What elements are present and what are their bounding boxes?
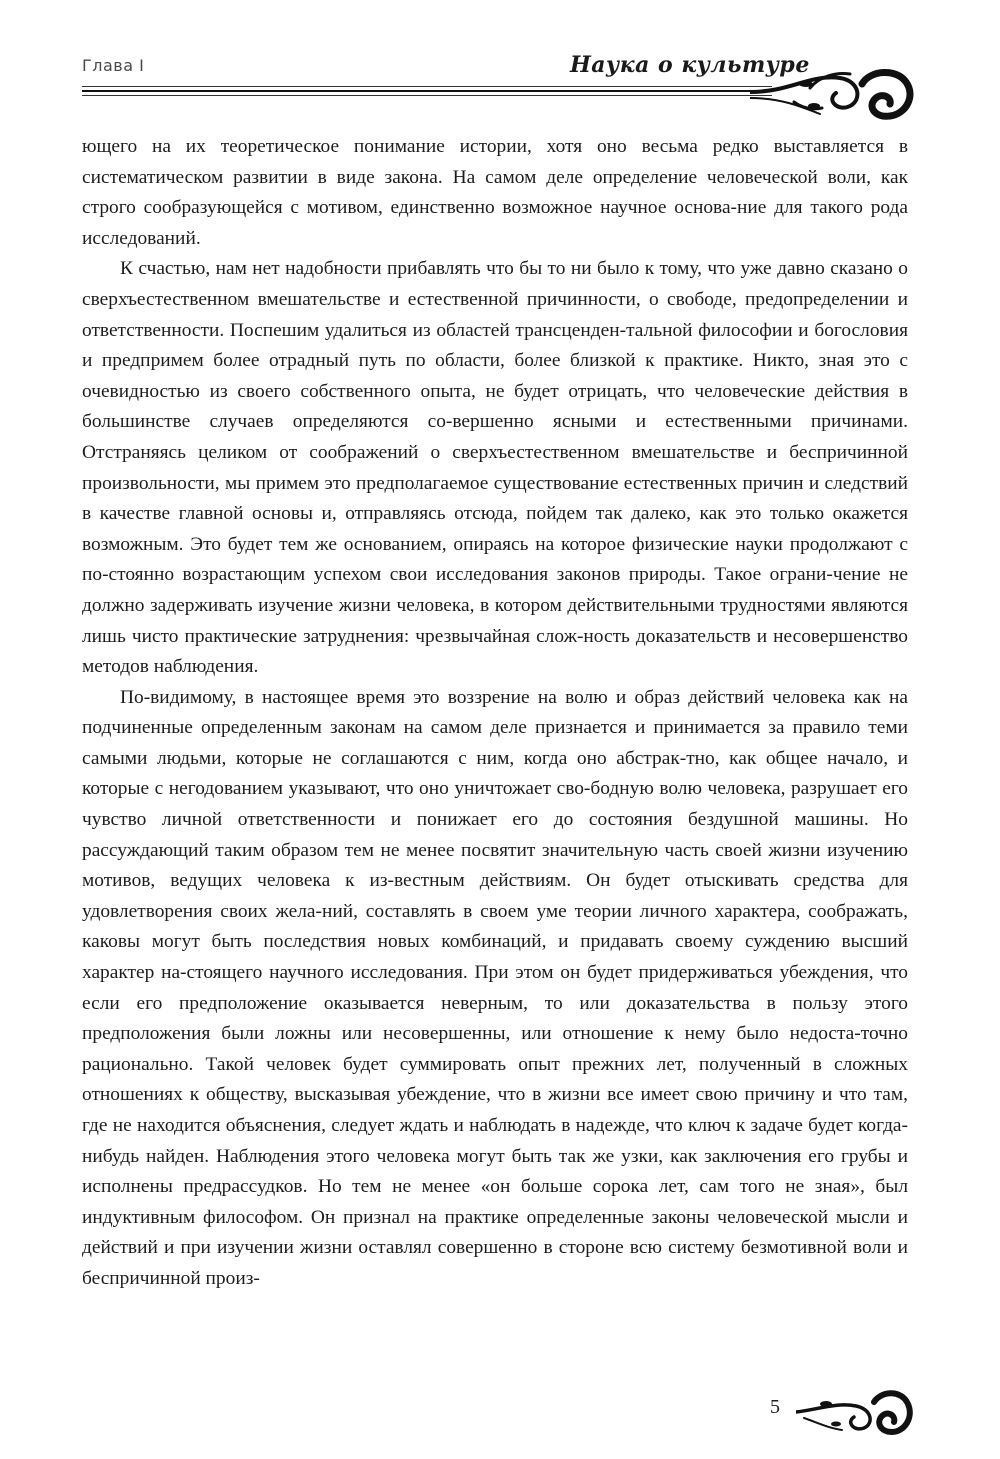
- header-rule-top: [82, 86, 772, 87]
- paragraph: К счастью, нам нет надобности прибавлять что бы то ни было к тому, что уже давно сказано о сверхъестественном вмешательстве и естественной причинности, о свободе, предопределении и ответственности. Поспешим удалиться из областей трансценден-тальной философии и богословия и предпримем более отрадный путь по области, более близкой к практике. Никто, зная это с очевидностью из своего собственного опыта, не будет отрицать, что человеческие действия в большинстве случаев определяются со-вершенно ясными и естественными причинами. Отстраняясь целиком от соображений о сверхъестественном вмешательстве и беспричинной произвольности, мы примем это предполагаемое существование естественных причин и следствий в качестве главной основы и, отправляясь отсюда, пойдем так далеко, как это только окажется возможным. Это будет тем же основанием, опираясь на которое физические науки продолжают с по-стоянно возрастающим успехом свои исследования законов природы. Такое ограни-чение не должно задерживать изучение жизни человека, в котором действительными трудностями являются лишь чисто практические затруднения: чрезвычайная слож-ность доказательств и несовершенство методов наблюдения.: [82, 258, 908, 678]
- header-rule-bottom: [82, 95, 772, 96]
- page-footer: [770, 1388, 930, 1438]
- header-flourish-icon: [750, 62, 920, 132]
- paragraph: По-видимому, в настоящее время это воззрение на волю и образ действий человека как на подчиненные определенным законам на самом деле признается и принимается за правило теми самыми людьми, которые не соглашаются с ним, когда оно абстрак-тно, как общее начало, и которые с негодованием указывают, что оно уничтожает сво-бодную волю человека, разрушает его чувство личной ответственности и понижает его до состояния бездушной машины. Но рассуждающий таким образом тем не менее посвятит значительную часть своей жизни изучению мотивов, ведущих человека к из-вестным действиям. Он будет отыскивать средства для удовлетворения своих жела-ний, составлять в своем уме теории личного характера, соображать, каковы могут быть последствия новых комбинаций, и придавать своему суждению высший характер на-стоящего научного исследования. При этом он будет придерживаться убеждения, что если его предположение оказывается неверным, то или доказательства в пользу этого предположения были ложны или несовершенны, или отношение к нему было недоста-точно рационально. Такой человек будет суммировать опыт прежних лет, полученный в сложных отношениях к обществу, высказывая убеждение, что в жизни все имеет свою причину и что там, где не находится объяснения, следует ждать и наблюдать в надежде, что ключ к задаче будет когда-нибудь найден. Наблюдения этого человека могут быть так же узки, как заключения его грубы и исполнены предрассудков. Но тем не менее «он больше сорока лет, сам того не зная», был индуктивным философом. Он признал на практике определенные законы человеческой мысли и действий и при изучении жизни оставлял совершенно в стороне всю систему безмотивной воли и беспричинной произ-: [82, 686, 908, 1289]
- page-number: 5: [770, 1396, 780, 1418]
- header-rule-middle: [82, 90, 772, 92]
- footer-flourish-icon: [796, 1388, 916, 1438]
- chapter-label: Глава I: [82, 56, 145, 75]
- body-text: [82, 132, 908, 1295]
- paragraph: ющего на их теоретическое понимание истории, хотя оно весьма редко выставляется в систематическом развитии в виде закона. На самом деле определение человеческой воли, как строго сообразующейся с мотивом, единственно возможное научное основа-ние для такого рода исследований.: [82, 136, 908, 249]
- section-title: Наука о культуре: [570, 52, 810, 78]
- running-header: [82, 50, 922, 140]
